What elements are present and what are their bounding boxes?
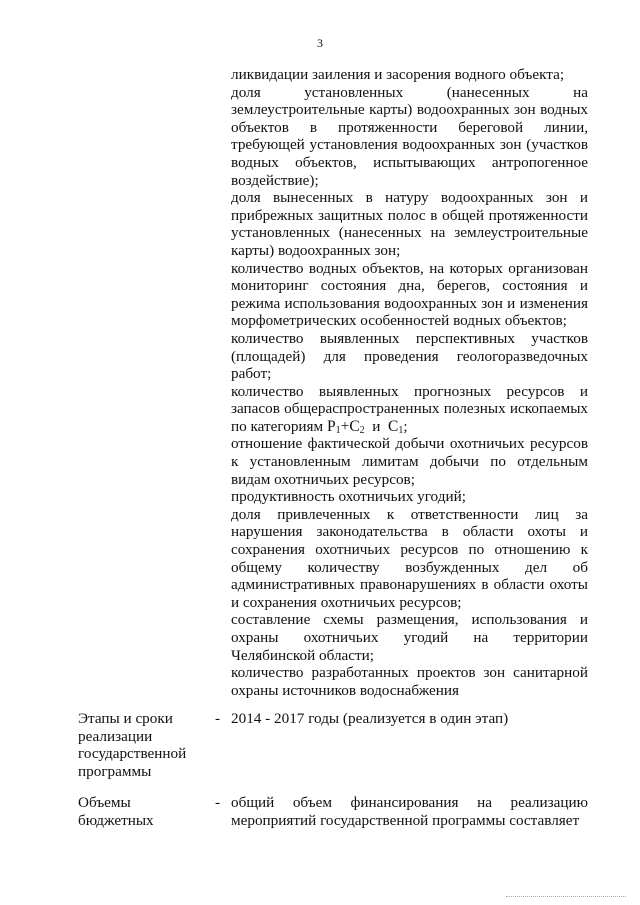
indicator-item: доля вынесенных в натуру водоохранных зон и прибрежных защитных полос в общей протяженности установленных (нанесенных на землеустроительные карты) водоохранных зон;	[231, 189, 588, 259]
formula-conjunction: и	[372, 417, 381, 435]
budget-label: Объемы бюджетных	[78, 794, 154, 829]
indicator-item-with-formula	[231, 383, 588, 436]
formula-symbol: C	[388, 417, 399, 435]
indicator-item: продуктивность охотничьих угодий;	[231, 488, 466, 506]
indicator-text: количество выявленных прогнозных ресурсов и запасов общераспространенных полезных ископаемых по категориям	[231, 382, 588, 435]
indicator-item: составление схемы размещения, использования и охраны охотничьих угодий на территории Челябинской области;	[231, 611, 588, 664]
stages-label: Этапы и сроки реализации государственной программы	[78, 710, 187, 780]
indicator-item: количество водных объектов, на которых организован мониторинг состояния дна, берегов, состояния и режима использования водоохранных зон и изменения морфометрических особенностей водных объектов;	[231, 259, 588, 330]
indicator-item: отношение фактической добычи охотничьих ресурсов к установленным лимитам добычи по отдельным видам охотничьих ресурсов;	[231, 435, 588, 488]
indicator-item: ликвидации заиления и засорения водного объекта;	[231, 66, 565, 83]
indicator-item: количество разработанных проектов зон санитарной охраны источников водоснабжения	[231, 664, 588, 699]
category-formula	[388, 418, 403, 435]
indicator-item: доля установленных (нанесенных на землеустроительные карты) водоохранных зон водных объектов в протяженности береговой линии, требующей установления водоохранных зон (участков водных объектов, испытывающих антропогенное воздействие);	[231, 83, 588, 189]
formula-subscript: 1	[335, 424, 341, 436]
row-dash: -	[215, 794, 221, 811]
indicators-list	[231, 66, 588, 699]
formula-symbol: C	[349, 417, 360, 435]
budget-value: общий объем финансирования на реализацию мероприятий государственной программы составляет	[231, 794, 588, 829]
scan-artifact	[506, 896, 626, 902]
stages-value: 2014 - 2017 годы (реализуется в один этап)	[231, 710, 509, 727]
formula-symbol: P	[326, 417, 336, 435]
indicator-item: количество выявленных перспективных участков (площадей) для проведения геологоразведочных работ;	[231, 329, 588, 383]
formula-operator: +	[340, 417, 350, 435]
category-formula	[327, 418, 365, 435]
indicator-item: доля привлеченных к ответственности лиц за нарушения законодательства в области охоты и сохранения охотничьих ресурсов по отношению к общему количеству возбужденных дел об административных правонарушениях в области охоты и сохранения охотничьих ресурсов;	[231, 505, 588, 611]
formula-subscript: 2	[359, 424, 365, 436]
indicator-text: ;	[403, 417, 408, 435]
row-dash: -	[215, 710, 221, 727]
page-number: 3	[317, 36, 323, 50]
formula-subscript: 1	[398, 424, 404, 436]
